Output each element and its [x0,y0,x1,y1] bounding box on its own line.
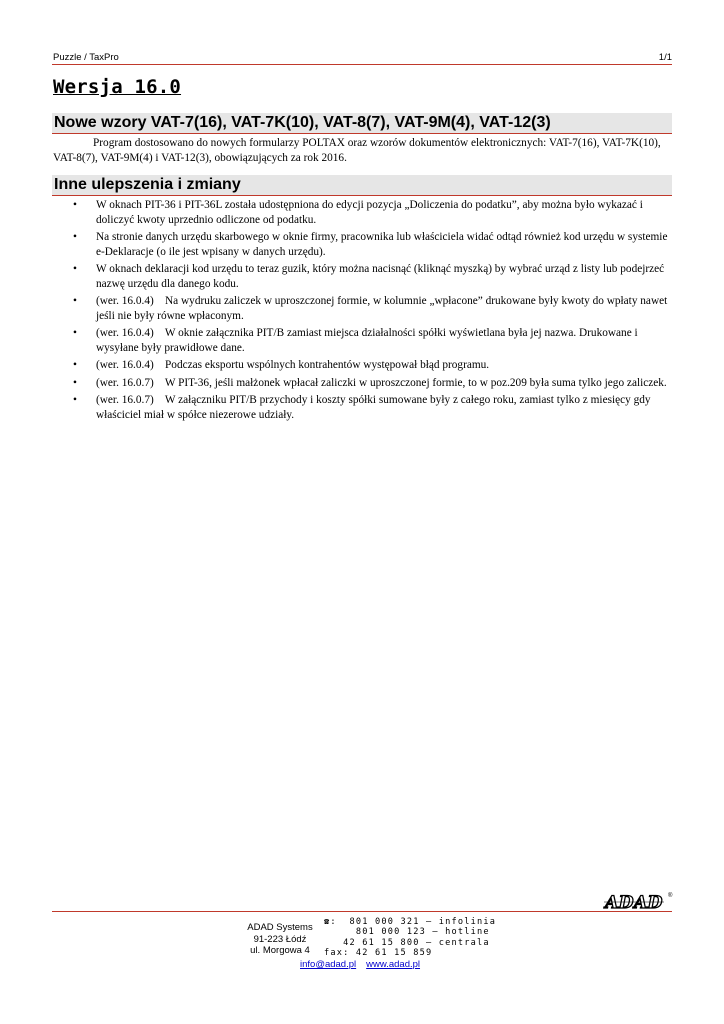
list-item [53,294,674,323]
bullet: • [73,376,77,389]
improvements-list [53,198,674,425]
street-address: ul. Morgowa 4 [250,945,310,956]
header-divider [52,64,672,65]
list-item [53,230,674,259]
list-item-text: (wer. 16.0.7) W załączniku PIT/B przychody i koszty spółki sumowane były z całego roku, zamiast tylko z miesięcy gdy właściciel miał w spółce niezerowe udziały. [96,394,654,421]
company-address [232,922,328,957]
email-link[interactable]: info@adad.pl [300,959,357,970]
adad-logo [602,893,666,911]
svg-text:ADAD: ADAD [605,893,663,911]
postal-code: 91-223 Łódź [253,933,307,945]
bullet: • [73,327,77,339]
bullet: • [73,231,77,243]
list-item [53,376,674,391]
header-left: Puzzle / TaxPro [53,52,119,63]
website-link[interactable]: www.adad.pl [366,959,421,970]
bullet: • [73,359,77,371]
footer-divider [52,911,672,912]
page-title: Wersja 16.0 [53,76,182,98]
section-paragraph: Program dostosowano do nowych formularzy POLTAX oraz wzorów dokumentów elektronicznych: VAT-7(16), VAT-7K(10), VAT-8(7), VAT-9M(4) i VAT-12(3), obowiązujących za rok 2016. [53,137,661,164]
footer-links [300,959,420,970]
page-number: 1/1 [658,52,672,63]
bullet: • [73,199,77,211]
contact-numbers: ☎: 801 000 321 – infolinia 801 000 123 – hotline 42 61 15 800 – centrala fax: 42 61 15 859 [324,917,497,959]
registered-mark: ® [668,893,673,899]
list-item-text: (wer. 16.0.4) Na wydruku zaliczek w uproszczonej formie, w kolumnie „wpłacone” drukowane były kwoty do wpłaty nawet jeśli nie były równe wpłaconym. [96,295,671,322]
list-item [53,358,674,373]
bullet: • [73,394,77,406]
company-name: ADAD Systems [247,922,313,933]
bullet: • [73,263,77,275]
bullet: • [73,295,77,307]
list-item [53,198,674,227]
list-item [53,262,674,291]
list-item-text: W oknach deklaracji kod urzędu to teraz guzik, który można nacisnąć (kliknąć myszką) by wybrać urząd z listy lub podejrzeć nazwę urzędu dla danego kodu. [96,263,665,290]
list-item-text: W oknach PIT-36 i PIT-36L została udostępniona do edycji pozycja „Doliczenia do podatku”, aby można było wykazać i doliczyć kwoty uprzednio odliczone od podatku. [96,199,643,226]
list-item-text: (wer. 16.0.4) Podczas eksportu wspólnych kontrahentów występował błąd programu. [96,359,490,371]
section-heading-improvements: Inne ulepszenia i zmiany [52,175,672,196]
list-item-text: (wer. 16.0.7) W PIT-36, jeśli małżonek wpłacał zaliczki w uproszczonej formie, to w poz.209 była suma tylko jego zaliczek. [96,376,667,389]
list-item [53,393,674,422]
section-heading-new-forms: Nowe wzory VAT-7(16), VAT-7K(10), VAT-8(7), VAT-9M(4), VAT-12(3) [52,113,672,134]
list-item [53,326,674,355]
list-item-text: Na stronie danych urzędu skarbowego w oknie firmy, pracownika lub właściciela widać odtąd również kod urzędu w systemie e-Deklaracje (o ile jest wpisany w danych urzędu). [96,231,668,258]
list-item-text: (wer. 16.0.4) W oknie załącznika PIT/B zamiast miejsca działalności spółki wyświetlana była jej nazwa. Drukowane i wysyłane były prawidłowe dane. [96,327,641,354]
